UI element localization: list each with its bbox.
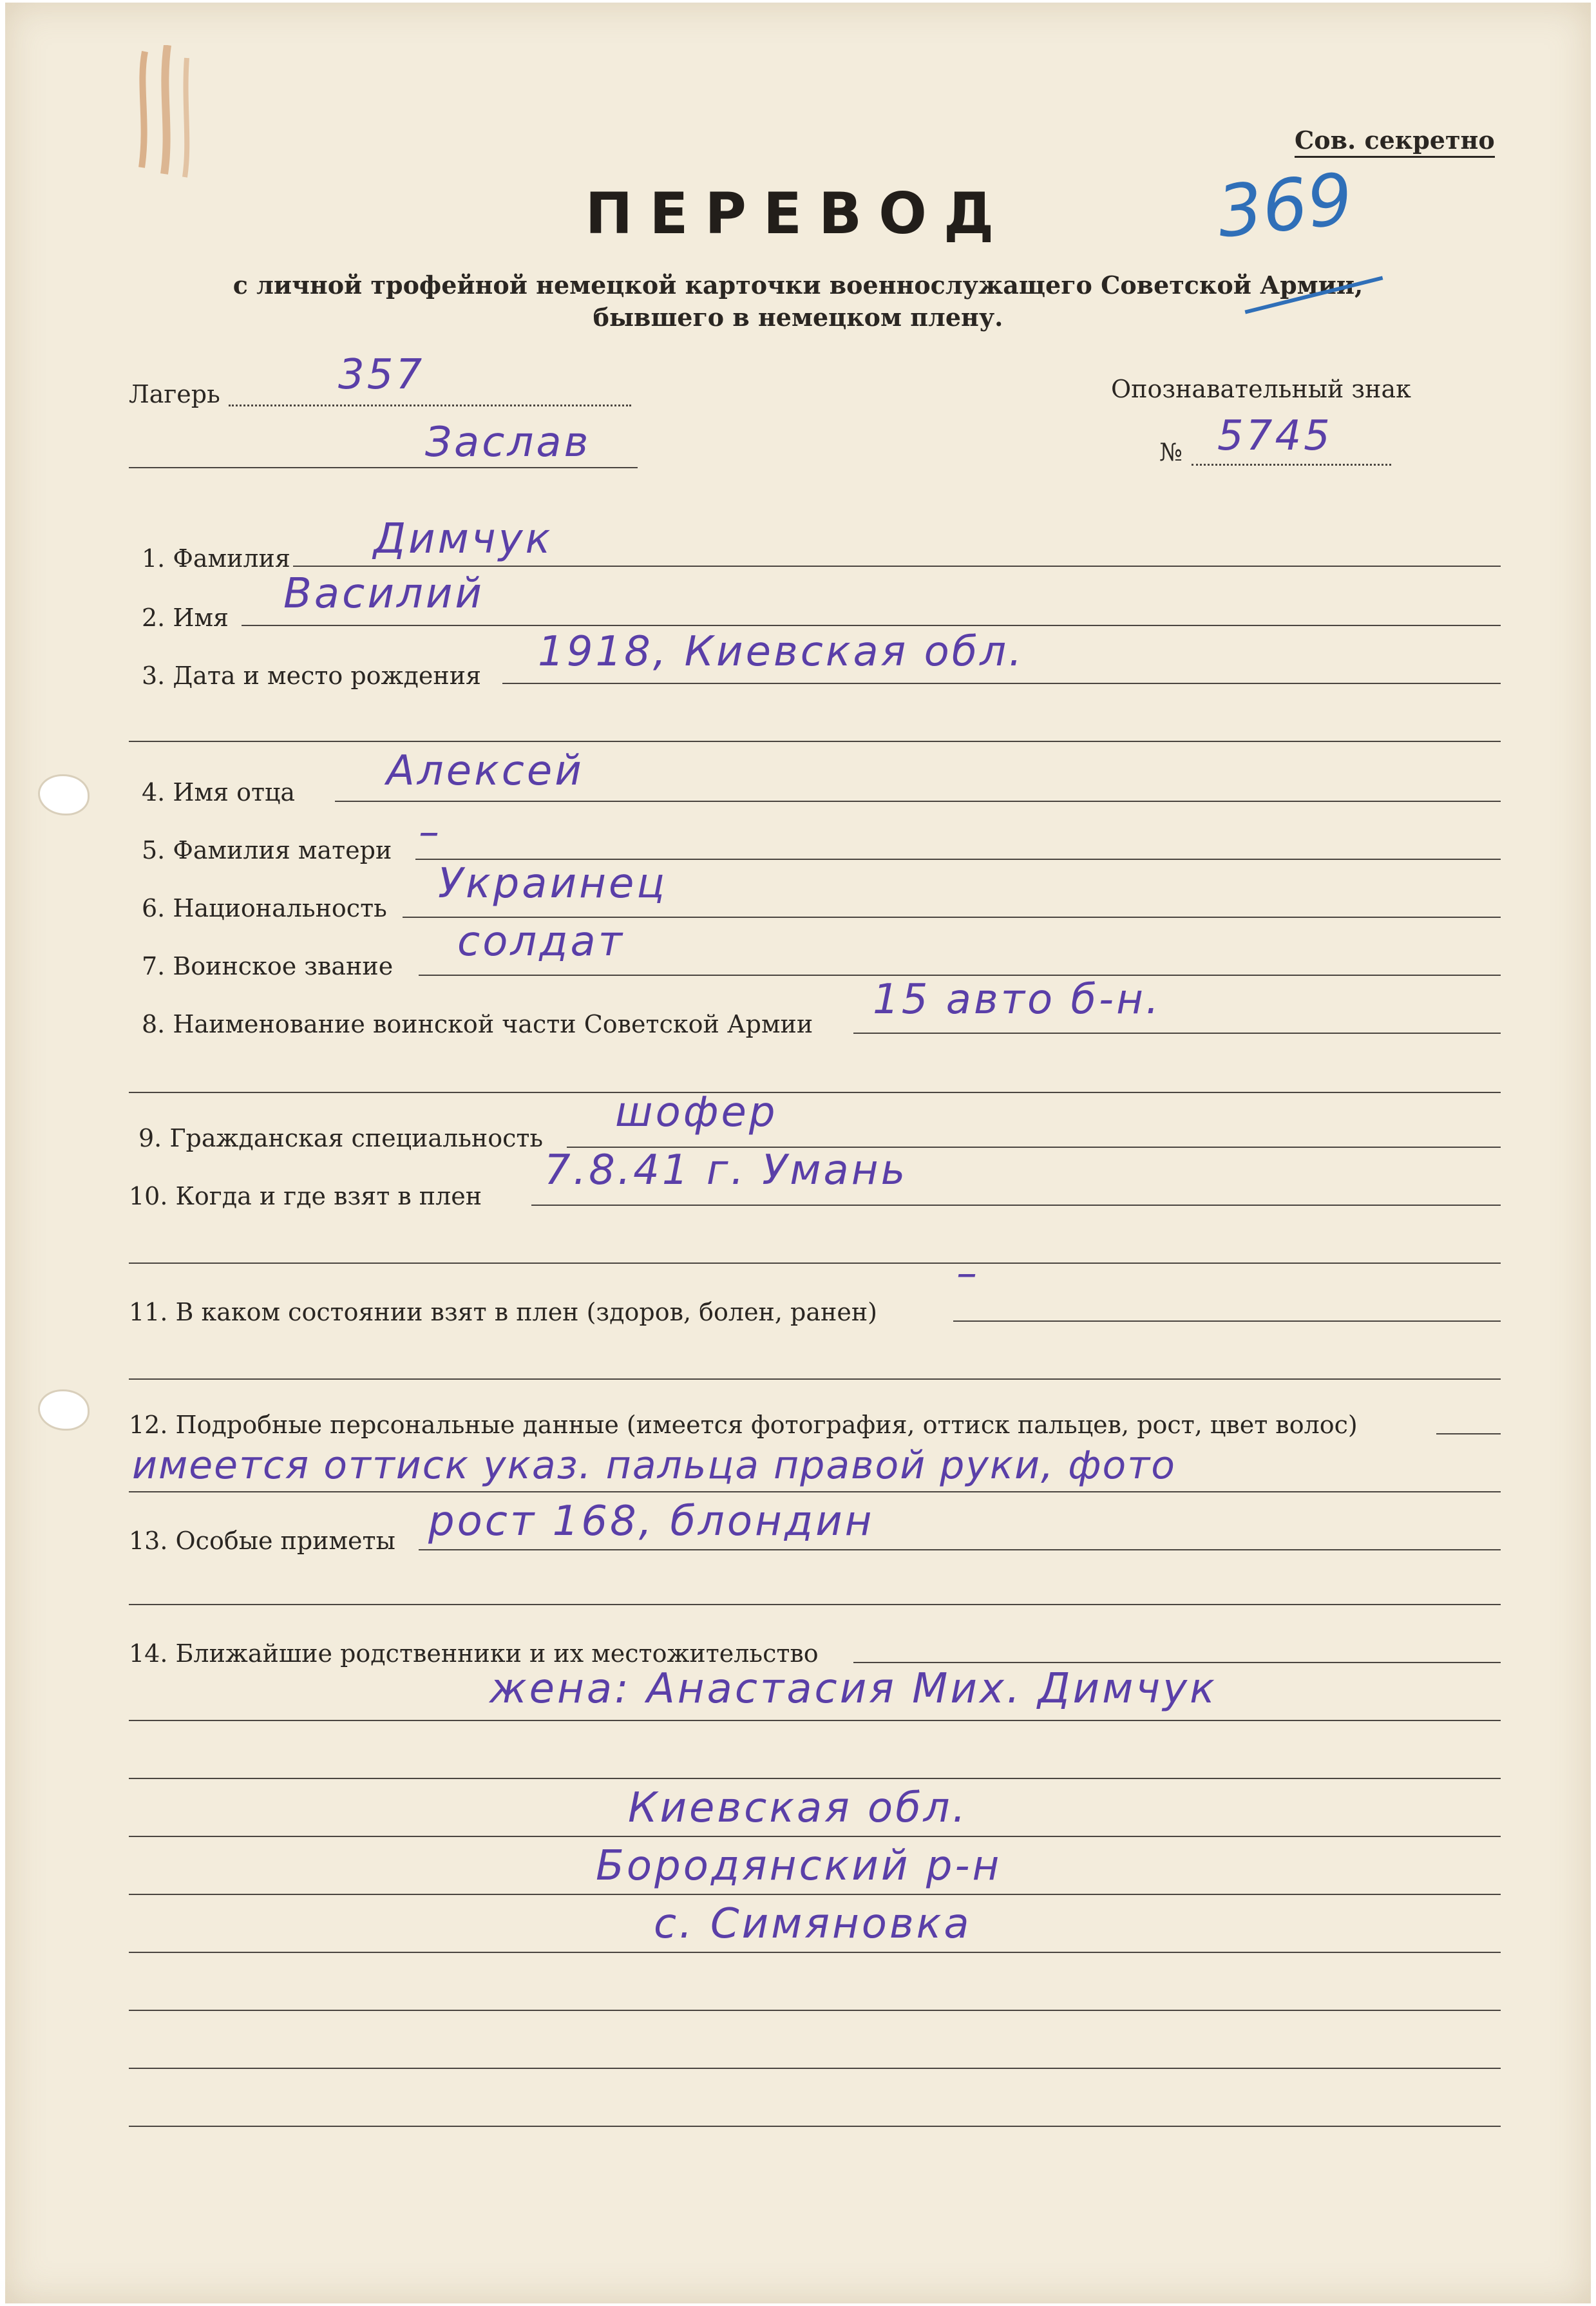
special-marks-line	[419, 1549, 1501, 1550]
unit-line	[853, 1033, 1501, 1034]
relatives-label: 14. Ближайшие родственники и их местожительство	[129, 1639, 819, 1668]
rank-label: 7. Воинское звание	[142, 952, 394, 980]
unit-value: 15 авто б-н.	[873, 976, 1162, 1024]
personal-data-line-2	[129, 1491, 1501, 1492]
capture-label: 10. Когда и где взят в плен	[129, 1182, 482, 1210]
personal-data-line	[1436, 1433, 1501, 1434]
unit-line-2	[129, 1092, 1501, 1093]
birth-line-2	[129, 741, 1501, 742]
personal-data-label: 12. Подробные персональные данные (имеется фотография, оттиск пальцев, рост, цвет волос)	[129, 1411, 1358, 1439]
birth-line	[502, 683, 1501, 684]
id-number-label: №	[1159, 438, 1183, 466]
document-subtitle-2: бывшего в немецком плену.	[593, 303, 1003, 332]
capture-line	[531, 1205, 1501, 1206]
id-number-value: 5745	[1217, 412, 1333, 460]
capture-line-2	[129, 1263, 1501, 1264]
document-subtitle-1: с личной трофейной немецкой карточки военнослужащего Советской Армии,	[233, 271, 1363, 300]
mother-surname-value: –	[419, 808, 442, 856]
special-marks-label: 13. Особые приметы	[129, 1527, 395, 1555]
surname-label: 1. Фамилия	[142, 544, 290, 573]
first-name-label: 2. Имя	[142, 604, 229, 632]
civil-profession-label: 9. Гражданская специальность	[138, 1124, 544, 1152]
relatives-value-4: с. Симяновка	[654, 1900, 972, 1948]
relatives-line-8	[129, 2068, 1501, 2069]
capture-value: 7.8.41 г. Умань	[544, 1147, 908, 1194]
nationality-label: 6. Национальность	[142, 894, 387, 922]
relatives-line-9	[129, 2126, 1501, 2127]
rust-stain	[132, 45, 203, 180]
camp-location: Заслав	[425, 419, 591, 466]
first-name-value: Василий	[283, 570, 484, 618]
nationality-value: Украинец	[438, 860, 667, 908]
camp-value: 357	[338, 351, 425, 399]
father-name-label: 4. Имя отца	[142, 778, 296, 806]
mother-surname-label: 5. Фамилия матери	[142, 836, 392, 864]
special-marks-value: рост 168, блондин	[428, 1498, 875, 1545]
document-title: ПЕРЕВОД	[585, 180, 1011, 247]
relatives-value-1: жена: Анастасия Мих. Димчук	[489, 1665, 1217, 1713]
relatives-line-4	[129, 1836, 1501, 1837]
id-number-line	[1192, 464, 1391, 466]
father-name-value: Алексей	[386, 747, 584, 795]
archive-number: 369	[1213, 157, 1357, 254]
punch-hole-top	[40, 776, 88, 814]
relatives-value-2: Киевская обл.	[628, 1784, 968, 1832]
special-marks-line-2	[129, 1604, 1501, 1605]
relatives-line-3	[129, 1778, 1501, 1779]
condition-label: 11. В каком состоянии взят в плен (здоров, болен, ранен)	[129, 1298, 877, 1326]
classification-mark: Сов. секретно	[1295, 126, 1495, 158]
unit-label: 8. Наименование воинской части Советской Армии	[142, 1010, 813, 1038]
relatives-line-7	[129, 2010, 1501, 2011]
relatives-line-2	[129, 1720, 1501, 1721]
condition-line-2	[129, 1378, 1501, 1380]
condition-line	[953, 1320, 1501, 1322]
relatives-value-3: Бородянский р-н	[596, 1842, 1002, 1890]
relatives-line-6	[129, 1952, 1501, 1953]
rank-value: солдат	[457, 918, 625, 966]
relatives-line-5	[129, 1894, 1501, 1895]
personal-data-value: имеется оттиск указ. пальца правой руки, фото	[132, 1443, 1176, 1488]
father-name-line	[335, 801, 1501, 802]
birth-label: 3. Дата и место рождения	[142, 662, 482, 690]
camp-label: Лагерь	[129, 380, 220, 408]
surname-value: Димчук	[374, 515, 553, 563]
surname-line	[293, 566, 1501, 567]
camp-line	[229, 405, 631, 406]
camp-location-line	[129, 467, 638, 468]
condition-value: –	[956, 1250, 980, 1297]
punch-hole-bottom	[40, 1391, 88, 1429]
relatives-line	[853, 1662, 1501, 1663]
first-name-line	[242, 625, 1501, 626]
id-label: Опознавательный знак	[1111, 375, 1411, 403]
civil-profession-value: шофер	[615, 1089, 778, 1136]
birth-value: 1918, Киевская обл.	[538, 628, 1025, 676]
